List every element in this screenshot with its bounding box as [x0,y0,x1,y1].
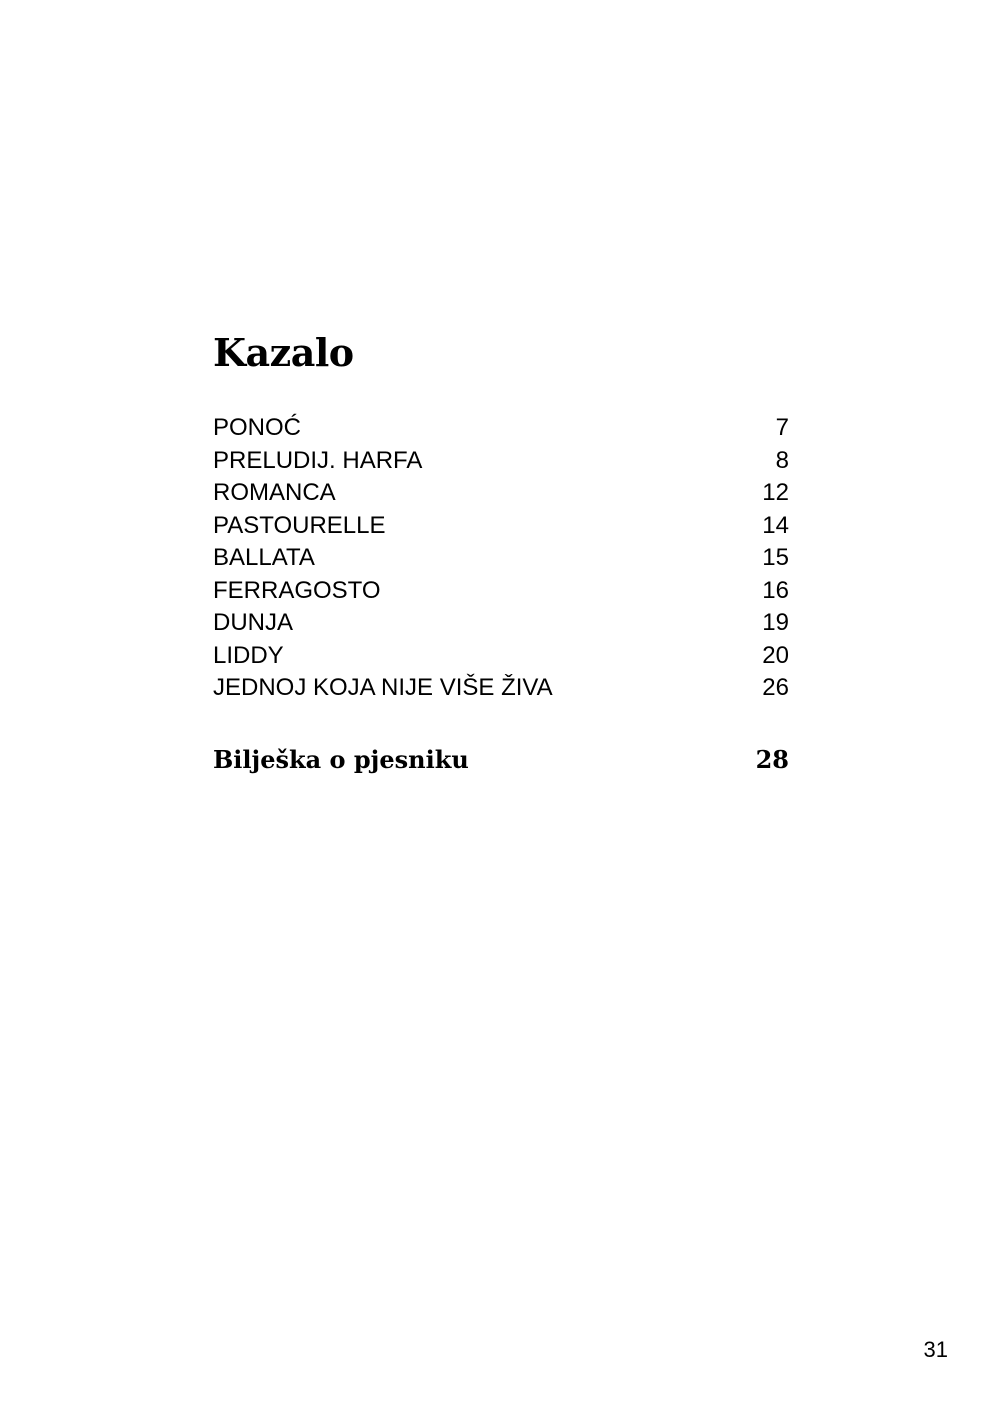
toc-entry-title: DUNJA [213,609,294,636]
toc-entry-page: 14 [762,511,789,539]
toc-entry [213,445,789,478]
toc-entry-page: 8 [775,446,789,474]
toc-entry-page: 19 [762,609,789,636]
toc-entry-title: PASTOURELLE [213,511,386,539]
toc-entry [213,640,789,673]
toc-entry-title: FERRAGOSTO [213,576,381,604]
toc-entry-page: 26 [762,674,789,701]
toc-entry-title: ROMANCA [213,479,336,506]
page-title: Kazalo [213,330,354,375]
page-number: 31 [923,1337,948,1362]
toc-entry-page: 16 [762,576,789,604]
appendix-page: 28 [755,745,789,774]
toc-entry [213,607,789,640]
toc-entry-page: 20 [762,641,789,669]
toc-entry [213,510,789,543]
toc-appendix-entry [213,744,789,776]
toc-entry-page: 12 [762,479,789,506]
toc-entry [213,672,789,705]
toc-entry-page: 7 [775,414,789,441]
toc-entry-title: LIDDY [213,641,284,669]
toc-entry-title: PRELUDIJ. HARFA [213,446,423,474]
toc-entry-title: PONOĆ [213,414,302,441]
toc-entry [213,412,789,445]
appendix-title: Bilješka o pjesniku [213,745,469,774]
toc-entry-title: BALLATA [213,544,315,571]
toc-entry [213,575,789,608]
toc-entry [213,542,789,575]
table-of-contents [213,412,789,705]
toc-entry-page: 15 [762,544,789,571]
toc-entry [213,477,789,510]
toc-entry-title: JEDNOJ KOJA NIJE VIŠE ŽIVA [213,674,553,701]
